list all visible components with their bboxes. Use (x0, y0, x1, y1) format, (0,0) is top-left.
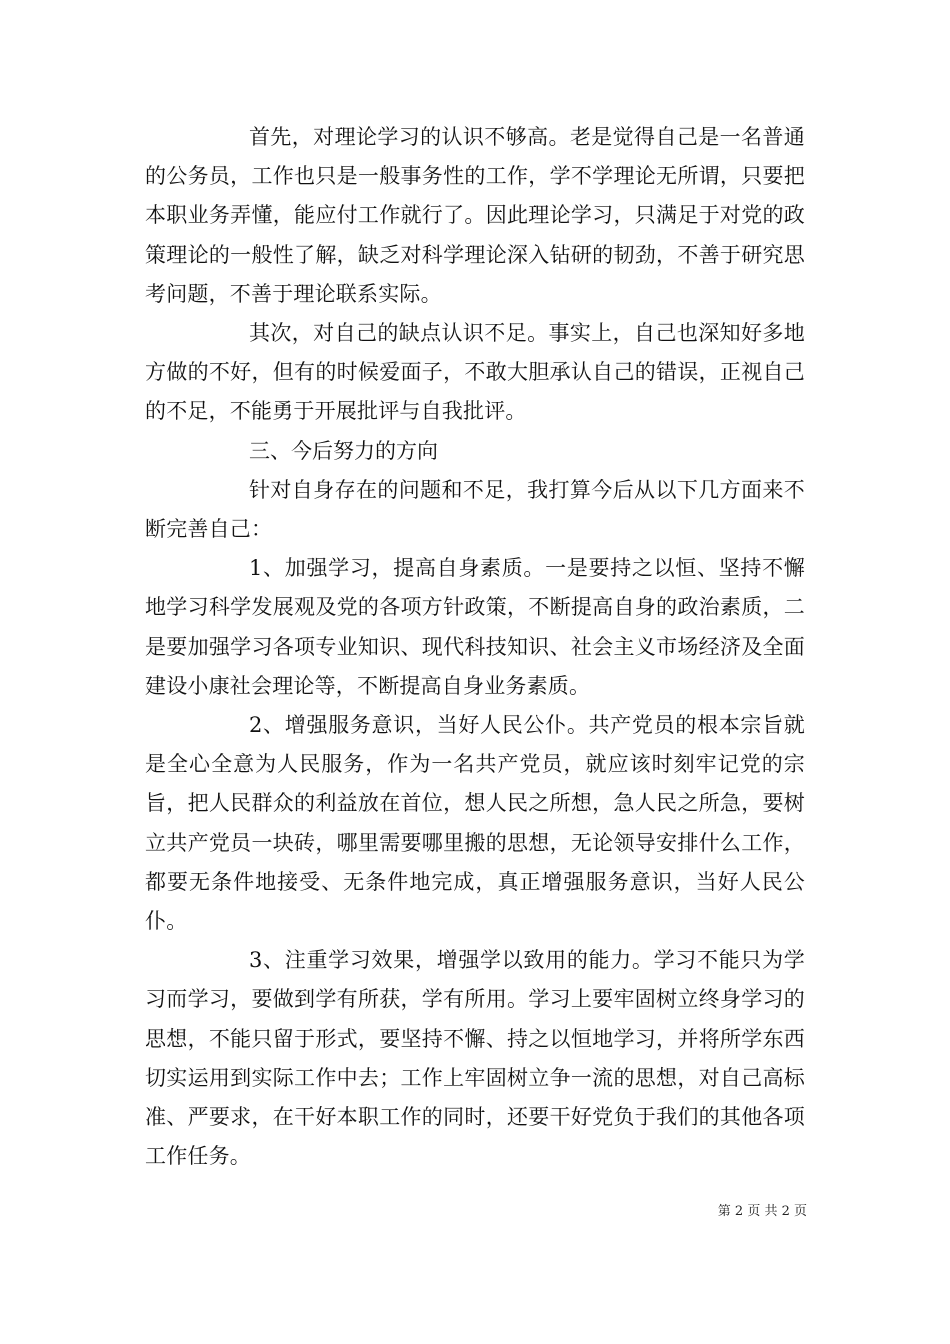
page-number-label: 第 2 页 共 2 页 (717, 1204, 807, 1219)
page-footer (718, 1203, 807, 1221)
paragraph-first-point: 首先，对理论学习的认识不够高。老是觉得自己是一名普通的公务员，工作也只是一般事务性的工作，学不学理论无所谓，只要把本职业务弄懂，能应付工作就行了。因此理论学习，只满足于对党的政策理论的一般性了解，缺乏对科学理论深入钻研的韧劲，不善于研究思考问题，不善于理论联系实际。 (145, 125, 805, 306)
list-item-service-awareness: 2、增强服务意识，当好人民公仆。共产党员的根本宗旨就是全心全意为人民服务，作为一名共产党员，就应该时刻牢记党的宗旨，把人民群众的利益放在首位，想人民之所想，急人民之所急，要树立共产党员一块砖，哪里需要哪里搬的思想，无论领导安排什么工作，都要无条件地接受、无条件地完成，真正增强服务意识，当好人民公仆。 (145, 713, 805, 934)
list-item-learning-effect: 3、注重学习效果，增强学以致用的能力。学习不能只为学习而学习，要做到学有所获，学有所用。学习上要牢固树立终身学习的思想，不能只留于形式，要坚持不懈、持之以恒地学习，并将所学东西切实运用到实际工作中去；工作上牢固树立争一流的思想，对自己高标准、严要求，在干好本职工作的同时，还要干好党负于我们的其他各项工作任务。 (145, 948, 805, 1169)
section-heading-future-direction: 三、今后努力的方向 (249, 438, 438, 463)
paragraph-second-point: 其次，对自己的缺点认识不足。事实上，自己也深知好多地方做的不好，但有的时候爱面子，不敢大胆承认自己的错误，正视自己的不足，不能勇于开展批评与自我批评。 (145, 321, 805, 424)
paragraph-intro-improvement: 针对自身存在的问题和不足，我打算今后从以下几方面来不断完善自己： (145, 477, 805, 542)
document-body (145, 118, 805, 1176)
list-item-strengthen-learning: 1、加强学习，提高自身素质。一是要持之以恒、坚持不懈地学习科学发展观及党的各项方针政策，不断提高自身的政治素质，二是要加强学习各项专业知识、现代科技知识、社会主义市场经济及全面建设小康社会理论等，不断提高自身业务素质。 (145, 556, 805, 698)
